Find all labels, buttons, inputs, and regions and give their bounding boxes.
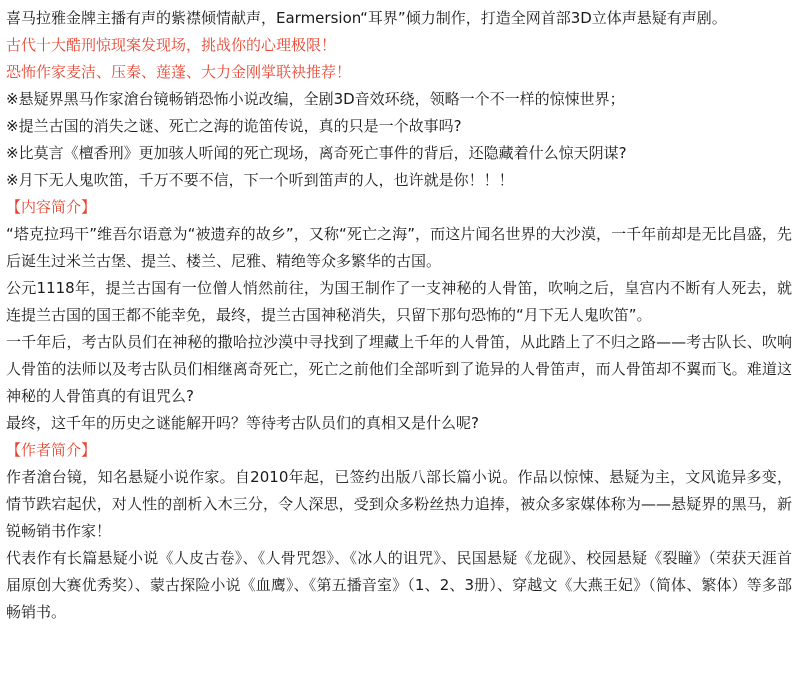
content-paragraph: 最终，这千年的历史之谜能解开吗？等待考古队员们的真相又是什么呢? — [6, 414, 479, 432]
content-paragraph: 公元1118年，提兰古国有一位僧人悄然前往，为国王制作了一支神秘的人骨笛，吹响之后，皇宫内不断有人死去，就连提兰古国的国王都不能幸免，最终，提兰古国神秘消失，只留下那句恐怖的“月下无人鬼吹笛”。 — [6, 279, 792, 324]
bullet-item: ※提兰古国的消失之谜、死亡之海的诡笛传说，真的只是一个故事吗? — [6, 117, 462, 135]
author-paragraph: 作者滄台镜，知名悬疑小说作家。自2010年起，已签约出版八部长篇小说。作品以惊悚、悬疑为主，文风诡异多变，情节跌宕起伏，对人性的剖析入木三分，令人深思，受到众多粉丝热力追捧，被众多家媒体称为——悬疑界的黑马，新锐畅销书作家！ — [6, 468, 792, 540]
bullet-item: ※月下无人鬼吹笛，千万不要不信，下一个听到笛声的人，也许就是你！！！ — [6, 171, 514, 189]
author-heading: 【作者简介】 — [6, 441, 97, 459]
highlight-torture: 古代十大酷刑惊现案发现场，挑战你的心理极限！ — [6, 36, 337, 54]
bullet-item: ※比莫言《檀香刑》更加骇人听闻的死亡现场，离奇死亡事件的背后，还隐藏着什么惊天阴谋? — [6, 144, 627, 162]
content-paragraph: “塔克拉玛干”维吾尔语意为“被遗弃的故乡”，又称“死亡之海”，而这片闻名世界的大沙漠，一千年前却是无比昌盛，先后诞生过米兰古堡、提兰、楼兰、尼雅、精绝等众多繁华的古国。 — [6, 225, 792, 270]
author-paragraph: 代表作有长篇悬疑小说《人皮古卷》、《人骨咒怨》、《冰人的诅咒》、民国悬疑《龙砚》、校园悬疑《裂瞳》（荣获天涯首届原创大赛优秀奖）、蒙古探险小说《血鹰》、《第五播音室》（1、2、3册）、穿越文《大燕王妃》（简体、繁体）等多部畅销书。 — [6, 549, 792, 621]
intro-line: 喜马拉雅金牌主播有声的紫襟倾情献声，Earmersion“耳界”倾力制作，打造全网首部3D立体声悬疑有声剧。 — [6, 9, 727, 27]
content-paragraph: 一千年后，考古队员们在神秘的撒哈拉沙漠中寻找到了埋藏上千年的人骨笛，从此踏上了不归之路——考古队长、吹响人骨笛的法师以及考古队员们相继离奇死亡，死亡之前他们全部听到了诡异的人骨笛声，而人骨笛却不翼而飞。难道这神秘的人骨笛真的有诅咒么? — [6, 333, 792, 405]
bullet-item: ※悬疑界黑马作家滄台镜畅销恐怖小说改编，全剧3D音效环绕，领略一个不一样的惊悚世界； — [6, 90, 625, 108]
highlight-recommend: 恐怖作家麦洁、压秦、莲蓬、大力金刚掌联袂推荐！ — [6, 63, 352, 81]
content-heading: 【内容简介】 — [6, 198, 97, 216]
